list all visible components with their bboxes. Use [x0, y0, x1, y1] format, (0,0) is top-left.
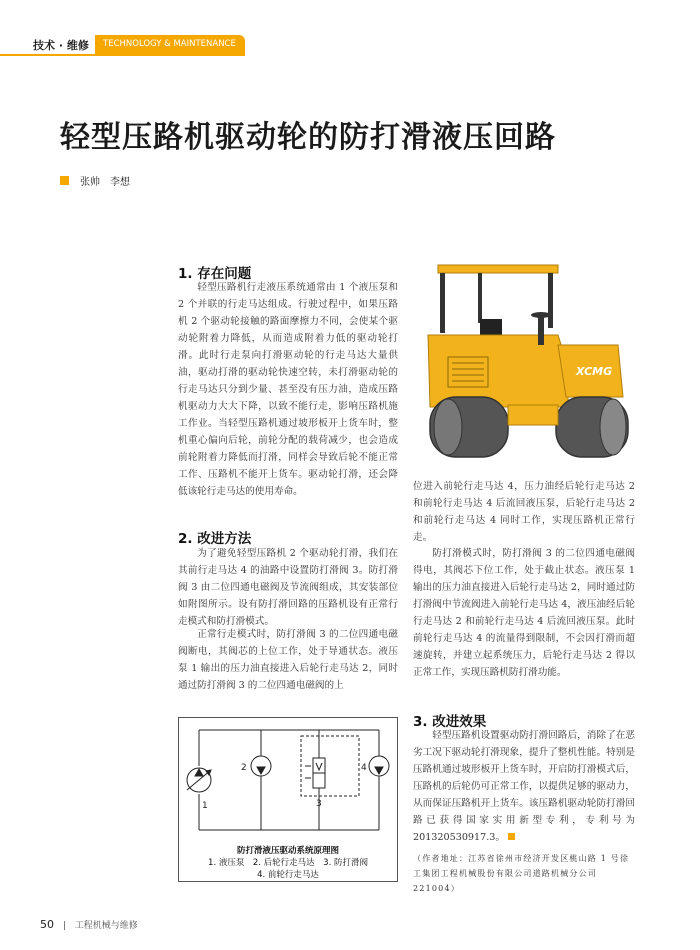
label-front-motor: 4 — [361, 763, 367, 773]
brand-logo: XCMG — [576, 365, 613, 378]
footer-separator: | — [62, 921, 66, 931]
figure-caption-line2: 4. 前轮行走马达 — [257, 870, 319, 880]
author-address: （作者地址：江苏省徐州市经济开发区桃山路 1 号徐工集团工程机械股份有限公司道路机械分公司 221004） — [413, 854, 630, 893]
section-tag: 技术 · 维修 — [33, 39, 89, 52]
section-body-result: 轻型压路机设置驱动防打滑回路后，消除了在恶劣工况下驱动轮打滑现象，提升了整机性能。特别是压路机通过坡形板开上货车时，开启防打滑模式后，压路机的后轮仍可正常工作，以提供足够的驱动力，从而保证压路机开上货车。该压路机驱动轮防打滑回路已获得国家实用新型专利，专利号为 201320530917.3。 — [413, 730, 635, 843]
author-names: 张帅 李想 — [80, 177, 130, 188]
section-heading-problem: 1. 存在问题 — [178, 266, 252, 282]
magazine-name: 工程机械与维修 — [74, 921, 138, 931]
label-pump: 1 — [202, 801, 208, 811]
section-body-problem: 轻型压路机行走液压系统通常由 1 个液压泵和 2 个并联的行走马达组成。行驶过程中，如果压路机 2 个驱动轮接触的路面摩擦力不同，会使某个驱动轮附着力降低，从而造成附着力低的驱动轮打滑。此时行走泵向打滑驱动轮的行走马达大量供油，驱动打滑的驱动轮快速空转，未打滑驱动轮的行走马达只分到少量、甚至没有压力油，造成压路机驱动力大大下降，以致不能行走，影响压路机施工作业。当轻型压路机通过坡形板开上货车时，整机重心偏向后轮，前轮分配的载荷减少，也会造成前轮附着力降低而打滑，同样会导致后轮不能正常工作、压路机不能开上货车。驱动轮打滑，还会降低该轮行走马达的使用寿命。 — [178, 282, 398, 497]
header-rule — [0, 54, 245, 56]
label-valve: 3 — [316, 799, 322, 809]
section-body-method-2-cont: 位进入前轮行走马达 4，压力油经后轮行走马达 2 和前轮行走马达 4 后流回液压泵，后轮行走马达 2 和前轮行走马达 4 同时工作，实现压路机正常行走。 — [413, 481, 635, 543]
page-footer — [40, 918, 138, 931]
end-marker — [508, 833, 515, 840]
section-body-method-3: 防打滑模式时，防打滑阀 3 的二位四通电磁阀得电，其阀芯下位工作，处于截止状态。液压泵 1 输出的压力油直接进入后轮行走马达 2，同时通过防打滑阀中节流阀进入前轮行走马达 4，液压油经后轮行走马达 2 和前轮行走马达 4 后流回液压泵。此时前轮行走马达 4 的流量得到限制，不会因打滑而超速旋转，并建立起系统压力，后轮行走马达 2 得以正常工作，实现压路机防打滑功能。 — [413, 548, 635, 678]
label-rear-motor: 2 — [241, 763, 247, 773]
author-marker — [60, 176, 69, 185]
section-heading-result: 3. 改进效果 — [413, 714, 487, 730]
page-number: 50 — [40, 918, 54, 931]
figure-caption-title: 防打滑液压驱动系统原理图 — [236, 846, 339, 856]
section-body-method-2: 正常行走模式时，防打滑阀 3 的二位四通电磁阀断电，其阀芯的上位工作，处于导通状态。液压泵 1 输出的压力油直接进入后轮行走马达 2，同时通过防打滑阀 3 的二位四通电磁阀的上 — [178, 629, 398, 691]
section-heading-method: 2. 改进方法 — [178, 531, 252, 547]
section-body-method-1: 为了避免轻型压路机 2 个驱动轮打滑，我们在其前行走马达 4 的油路中设置防打滑阀 3。防打滑阀 3 由二位四通电磁阀及节流阀组成，其安装部位如附图所示。设有防打滑回路的压路机设有正常行走模式和防打滑模式。 — [178, 548, 398, 627]
road-roller-photo — [418, 257, 633, 472]
hydraulic-diagram — [178, 717, 398, 882]
article-title: 轻型压路机驱动轮的防打滑液压回路 — [60, 120, 556, 155]
figure-caption-line1: 1. 液压泵 2. 后轮行走马达 3. 防打滑阀 — [208, 858, 368, 868]
section-tag-en: TECHNOLOGY & MAINTENANCE — [95, 35, 245, 54]
hydraulic-schematic — [179, 718, 397, 843]
